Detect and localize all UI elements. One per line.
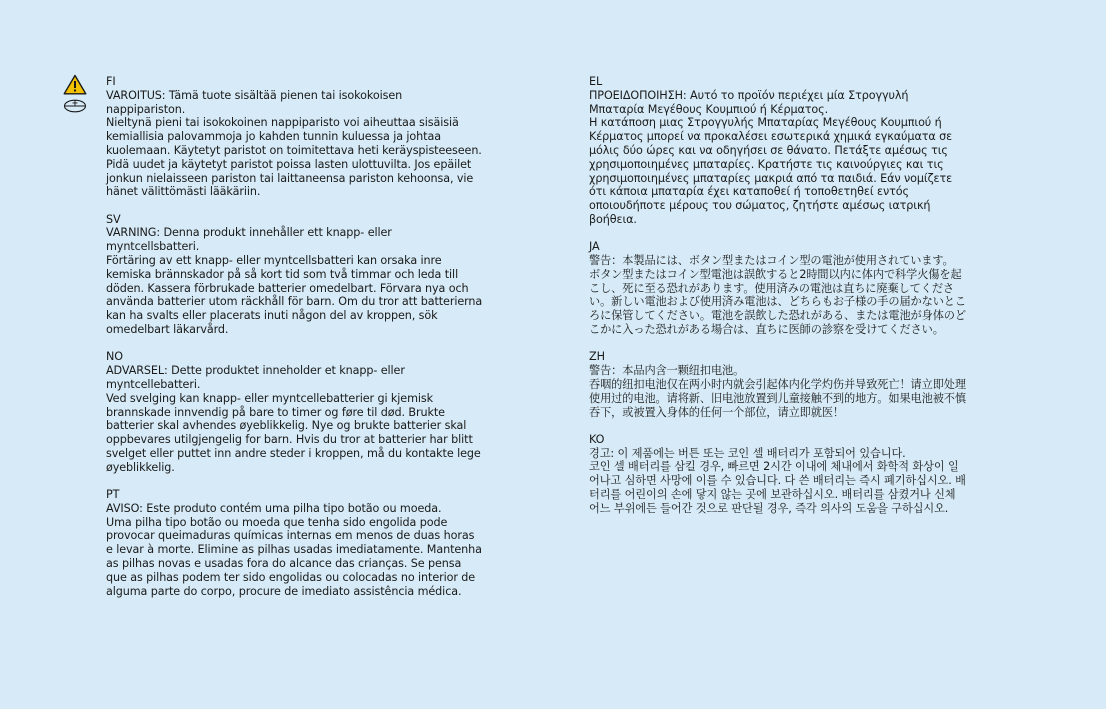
language-code: SV: [106, 212, 121, 226]
left-column: [106, 75, 484, 612]
warning-text: ADVARSEL: Dette produktet inneholder et knapp- eller myntcellebatteri.: [106, 364, 405, 391]
section-zh: [589, 350, 967, 419]
body-text: Nieltynä pieni tai isokokoinen nappiparisto voi aiheuttaa sisäisiä kemiallisia palovammoja jo kahden tunnin kuluessa ja johtaa kuolemaan. Käytetyt paristot on toimitettava heti keräyspisteeseen. Pidä uudet ja käytetyt paristot poissa lasten ulottuvilta. Jos epäilet jonkun nielaisseen pariston tai laittaneensa pariston kehoonsa, vie hänet välittömästi lääkäriin.: [106, 116, 482, 199]
body-text: 吞咽的纽扣电池仅在两小时内就会引起体内化学灼伤并导致死亡！请立即处理使用过的电池。请将新、旧电池放置到儿童接触不到的地方。如果电池被不慎吞下，或被置入身体的任何一个部位，请立即就医！: [589, 377, 966, 419]
language-code: JA: [589, 240, 600, 254]
body-text: ボタン型またはコイン型電池は誤飲すると2時間以内に体内で科学火傷を起こし、死に至る恐れがあります。使用済みの電池は直ちに廃棄してください。新しい電池および使用済み電池は、どちらもお子様の手の届かないところに保管してください。電池を誤飲した恐れがある、または電池が身体のどこかに入った恐れがある場合は、直ちに医師の診察を受けてください。: [589, 267, 966, 337]
section-no: [106, 350, 484, 474]
warning-text: VARNING: Denna produkt innehåller ett knapp- eller myntcellsbatteri.: [106, 226, 392, 254]
warning-triangle-icon: [63, 74, 87, 95]
warning-text: AVISO: Este produto contém uma pilha tipo botão ou moeda.: [106, 501, 442, 515]
right-column: [589, 75, 967, 529]
language-code: ZH: [589, 350, 605, 364]
language-code: PT: [106, 488, 120, 502]
section-el: [589, 75, 967, 227]
coin-battery-icon: [63, 98, 89, 114]
language-code: KO: [589, 432, 605, 446]
section-fi: [106, 75, 484, 199]
language-code: FI: [106, 75, 116, 88]
section-sv: [106, 213, 484, 337]
body-text: Η κατάποση μιας Στρογγυλής Μπαταρίας Μεγέθους Κουμπιού ή Κέρματος μπορεί να προκαλέσει εσωτερικά χημικά εγκαύματα σε μόλις δύο ώρες και να οδηγήσει σε θάνατο. Πετάξτε αμέσως τις χρησιμοποιημένες μπαταρίες. Κρατήστε τις καινούργιες και τις χρησιμοποιημένες μπαταρίες μακριά από τα παιδιά. Εάν νομίζετε ότι κάποια μπαταρία έχει καταποθεί ή τοποθετηθεί εντός οποιουδήποτε μέρους του σώματος, ζητήστε αμέσως ιατρική βοήθεια.: [589, 116, 953, 226]
section-pt: [106, 488, 484, 598]
section-ja: [589, 240, 967, 337]
body-text: Ved svelging kan knapp- eller myntcellebatterier gi kjemisk brannskade innvendig på bare to timer og føre til død. Brukte batterier skal avhendes øyeblikkelig. Nye og brukte batterier skal oppbevares utilgjengelig for barn. Hvis du tror at batterier har blitt svelget eller puttet inn andre steder i kroppen, må du kontakte lege øyeblikkelig.: [106, 391, 481, 474]
warning-text: 警告：本製品には、ボタン型またはコイン型の電池が使用されています。: [589, 254, 954, 268]
warning-text: VAROITUS: Tämä tuote sisältää pienen tai isokokoisen nappipariston.: [106, 88, 403, 116]
warning-text: 경고: 이 제품에는 버튼 또는 코인 셀 배터리가 포함되어 있습니다.: [589, 446, 906, 460]
warning-text: 警告：本品内含一颗纽扣电池。: [589, 364, 745, 378]
section-ko: [589, 433, 967, 516]
language-code: EL: [589, 75, 603, 88]
safety-icons: [63, 74, 89, 114]
body-text: Uma pilha tipo botão ou moeda que tenha sido engolida pode provocar queimaduras químicas internas em menos de duas horas e levar à morte. Elimine as pilhas usadas imediatamente. Mantenha as pilhas novas e usadas fora do alcance das crianças. Se pensa que as pilhas podem ter sido engolidas ou colocadas no interior de alguma parte do corpo, procure de imediato assistência médica.: [106, 515, 482, 598]
warning-text: ΠΡΟΕΙΔΟΠΟΙΗΣΗ: Αυτό το προϊόν περιέχει μία Στρογγυλή Μπαταρία Μεγέθους Κουμπιού ή Κέρματος.: [589, 88, 909, 116]
body-text: Förtäring av ett knapp- eller myntcellsbatteri kan orsaka inre kemiska brännskador på så kort tid som två timmar och leda till döden. Kassera förbrukade batterier omedelbart. Förvara nya och använda batterier utom räckhåll för barn. Om du tror att batterierna kan ha svalts eller placerats inuti någon del av kroppen, sök omedelbart läkarvård.: [106, 254, 483, 337]
body-text: 코인 셀 배터리를 삼킬 경우, 빠르면 2시간 이내에 체내에서 화학적 화상이 일어나고 심하면 사망에 이를 수 있습니다. 다 쓴 배터리는 즉시 폐기하십시오. 배터리를 어린이의 손에 닿지 않는 곳에 보관하십시오. 배터리를 삼켰거나 신체 어느 부위에든 들어간 것으로 판단될 경우, 즉각 의사의 도움을 구하십시오.: [589, 460, 966, 515]
language-code: NO: [106, 350, 123, 364]
